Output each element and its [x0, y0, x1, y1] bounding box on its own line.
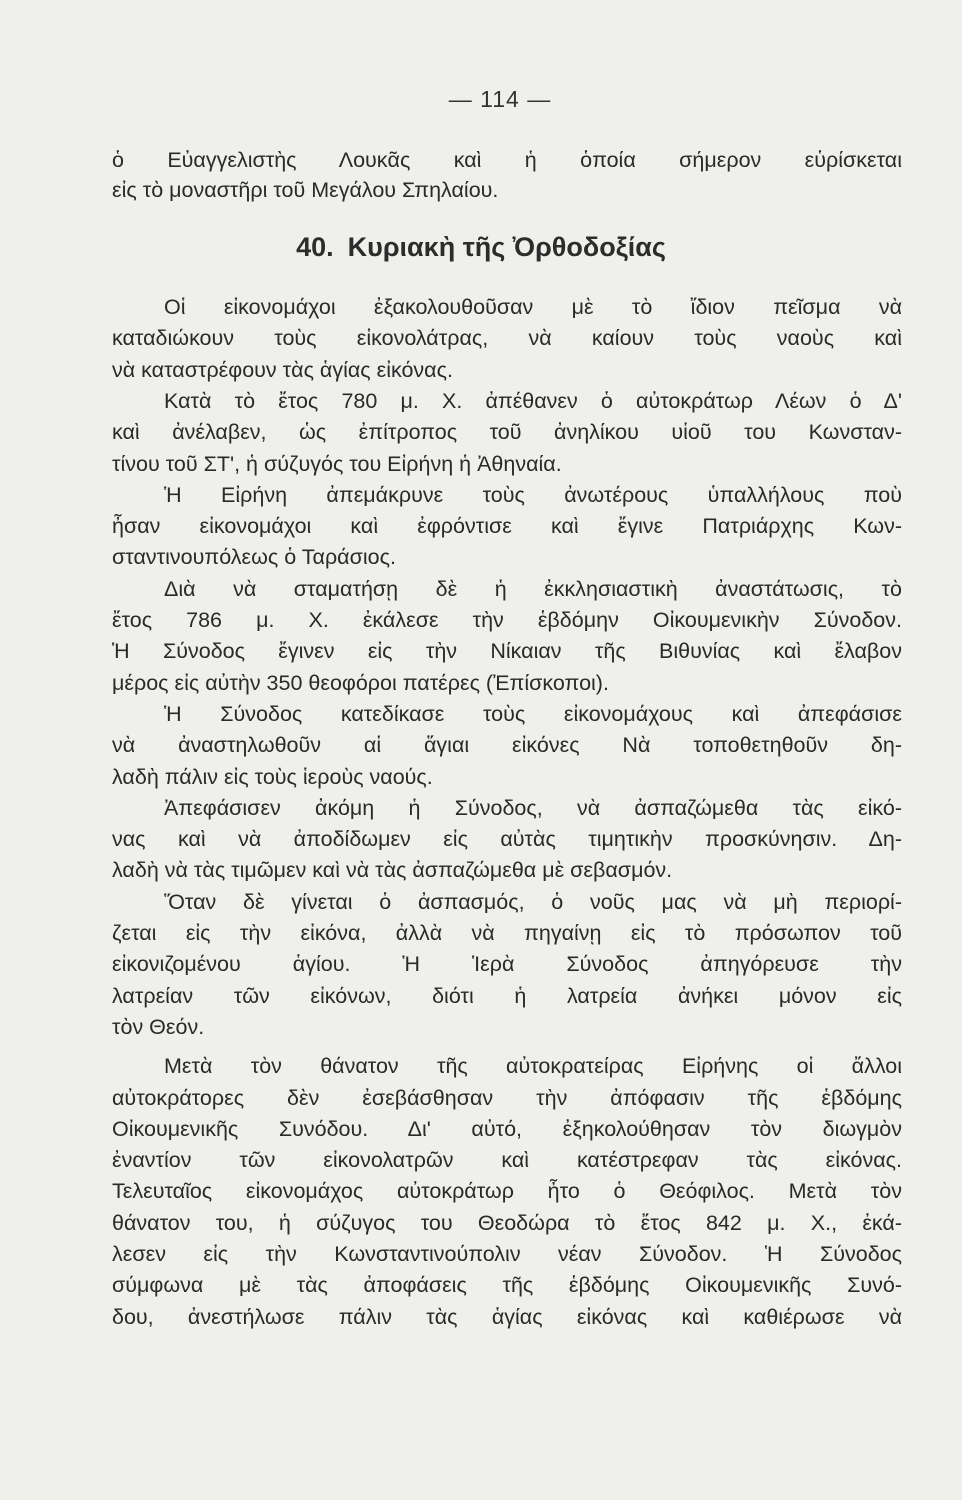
- body-line: καὶ ἀνέλαβεν, ὡς ἐπίτροπος τοῦ ἀνηλίκου υἱοῦ του Κωνσταν-: [112, 420, 902, 444]
- body-line: νας καὶ νὰ ἀποδίδωμεν εἰς αὐτὰς τιμητικὴν προσκύνησιν. Δη-: [112, 827, 902, 851]
- body-line: ζεται εἰς τὴν εἰκόνα, ἀλλὰ νὰ πηγαίνῃ εἰς τὸ πρόσωπον τοῦ: [112, 921, 902, 945]
- body-line: Ἡ Σύνοδος ἔγινεν εἰς τὴν Νίκαιαν τῆς Βιθυνίας καὶ ἔλαβον: [112, 639, 902, 663]
- section-heading: [0, 232, 962, 263]
- body-line: λεσεν εἰς τὴν Κωνσταντινούπολιν νέαν Σύνοδον. Ἡ Σύνοδος: [112, 1242, 902, 1266]
- section-number: 40.: [296, 232, 334, 262]
- body-line: Οἱ εἰκονομάχοι ἐξακολουθοῦσαν μὲ τὸ ἴδιον πεῖσμα νὰ: [164, 295, 902, 319]
- body-line: Ἡ Σύνοδος κατεδίκασε τοὺς εἰκονομάχους καὶ ἀπεφάσισε: [164, 702, 902, 726]
- body-line: τίνου τοῦ ΣΤ', ἡ σύζυγός του Εἰρήνη ἡ Ἀθηναία.: [112, 452, 562, 476]
- body-line: Τελευταῖος εἰκονομάχος αὐτοκράτωρ ἦτο ὁ Θεόφιλος. Μετὰ τὸν: [112, 1179, 902, 1203]
- body-line: Κατὰ τὸ ἔτος 780 μ. Χ. ἀπέθανεν ὁ αὐτοκράτωρ Λέων ὁ Δ': [164, 389, 902, 413]
- body-line: Ἡ Εἰρήνη ἀπεμάκρυνε τοὺς ἀνωτέρους ὑπαλλήλους ποὺ: [164, 483, 902, 507]
- body-line: σύμφωνα μὲ τὰς ἀποφάσεις τῆς ἑβδόμης Οἰκουμενικῆς Συνό-: [112, 1273, 902, 1297]
- body-line: νὰ ἀναστηλωθοῦν αἱ ἅγιαι εἰκόνες Νὰ τοποθετηθοῦν δη-: [112, 733, 902, 757]
- body-line: λατρείαν τῶν εἰκόνων, διότι ἡ λατρεία ἀνήκει μόνον εἰς: [112, 984, 902, 1008]
- body-line: τὸν Θεόν.: [112, 1015, 205, 1039]
- body-line: Ἀπεφάσισεν ἀκόμη ἡ Σύνοδος, νὰ ἀσπαζώμεθα τὰς εἰκό-: [164, 796, 902, 820]
- body-line: λαδὴ νὰ τὰς τιμῶμεν καὶ νὰ τὰς ἀσπαζώμεθα μὲ σεβασμόν.: [112, 858, 673, 882]
- body-line: Μετὰ τὸν θάνατον τῆς αὐτοκρατείρας Εἰρήνης οἱ ἄλλοι: [164, 1054, 902, 1078]
- body-line: Ὅταν δὲ γίνεται ὁ ἀσπασμός, ὁ νοῦς μας νὰ μὴ περιορί-: [164, 890, 902, 914]
- body-line: μέρος εἰς αὐτὴν 350 θεοφόροι πατέρες (Ἐπίσκοποι).: [112, 671, 609, 695]
- intro-line: ὁ Εὐαγγελιστὴς Λουκᾶς καὶ ἡ ὁποία σήμερον εὑρίσκεται: [112, 148, 902, 172]
- body-line: Διὰ νὰ σταματήσῃ δὲ ἡ ἐκκλησιαστικὴ ἀναστάτωσις, τὸ: [164, 577, 902, 601]
- body-line: καταδιώκουν τοὺς εἰκονολάτρας, νὰ καίουν τοὺς ναοὺς καὶ: [112, 326, 902, 350]
- body-line: ἐναντίον τῶν εἰκονολατρῶν καὶ κατέστρεφαν τὰς εἰκόνας.: [112, 1148, 902, 1172]
- body-line: αὐτοκράτορες δὲν ἐσεβάσθησαν τὴν ἀπόφασιν τῆς ἑβδόμης: [112, 1086, 902, 1110]
- body-line: Οἰκουμενικῆς Συνόδου. Δι' αὐτό, ἐξηκολούθησαν τὸν διωγμὸν: [112, 1117, 902, 1141]
- body-line: θάνατον του, ἡ σύζυγος του Θεοδώρα τὸ ἔτος 842 μ. Χ., ἐκά-: [112, 1211, 902, 1235]
- body-line: ἦσαν εἰκονομάχοι καὶ ἐφρόντισε καὶ ἔγινε Πατριάρχης Κων-: [112, 514, 902, 538]
- body-line: λαδὴ πάλιν εἰς τοὺς ἱεροὺς ναούς.: [112, 765, 433, 789]
- body-line: νὰ καταστρέφουν τὰς ἁγίας εἰκόνας.: [112, 358, 453, 382]
- body-line: εἰκονιζομένου ἁγίου. Ἡ Ἱερὰ Σύνοδος ἀπηγόρευσε τὴν: [112, 952, 902, 976]
- page-number: — 114 —: [448, 86, 552, 112]
- body-line: ἔτος 786 μ. Χ. ἐκάλεσε τὴν ἑβδόμην Οἰκουμενικὴν Σύνοδον.: [112, 608, 902, 632]
- body-line: δου, ἀνεστήλωσε πάλιν τὰς ἁγίας εἰκόνας καὶ καθιέρωσε νὰ: [112, 1305, 902, 1329]
- section-title: Κυριακὴ τῆς Ὀρθοδοξίας: [347, 232, 666, 262]
- intro-line: εἰς τὸ μοναστῆρι τοῦ Μεγάλου Σπηλαίου.: [112, 178, 499, 202]
- body-line: σταντινουπόλεως ὁ Ταράσιος.: [112, 545, 396, 569]
